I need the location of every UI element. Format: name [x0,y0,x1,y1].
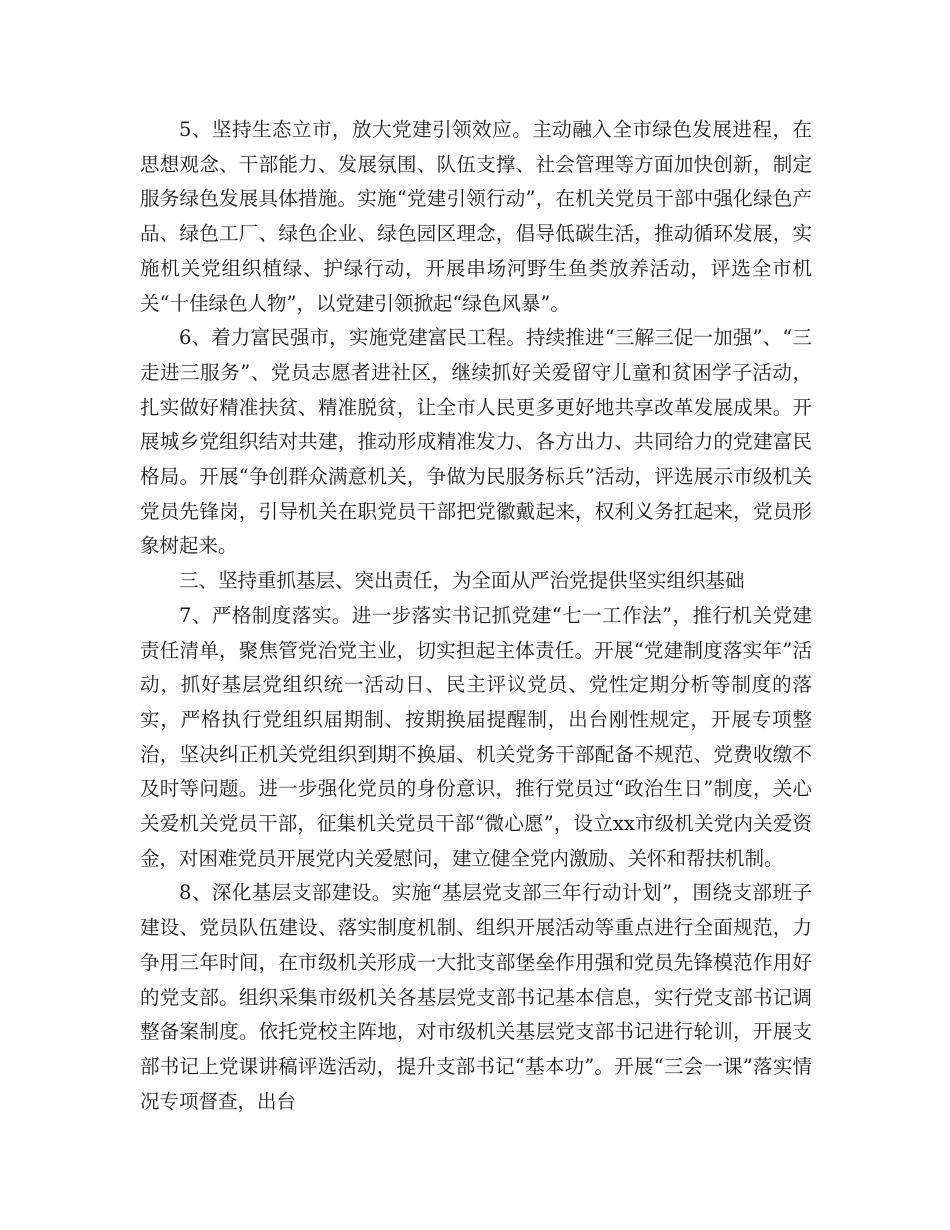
section-heading-3: 三、坚持重抓基层、突出责任，为全面从严治党提供坚实组织基础 [179,569,745,593]
paragraph-item-8-branch: 8、深化基层支部建设。实施“基层党支部三年行动计划”，围绕支部班子建设、党员队伍建设、落实制度机制、组织开展活动等重点进行全面规范，力争用三年时间，在市级机关形成一大批支部堡垒作用强和党员先锋模范作用好的党支部。组织采集市级机关各基层党支部书记基本信息，实行党支部书记调整备案制度。依托党校主阵地，对市级机关基层党支部书记进行轮训，开展支部书记上党课讲稿评选活动，提升支部书记“基本功”。开展“三会一课”落实情况专项督查，出台 [140,881,812,1113]
document-body [140,113,812,1119]
paragraph-item-5-ecology: 5、坚持生态立市，放大党建引领效应。主动融入全市绿色发展进程，在思想观念、干部能力、发展氛围、队伍支撑、社会管理等方面加快创新，制定服务绿色发展具体措施。实施“党建引领行动”，在机关党员干部中强化绿色产品、绿色工厂、绿色企业、绿色园区理念，倡导低碳生活，推动循环发展，实施机关党组织植绿、护绿行动，开展串场河野生鱼类放养活动，评选全市机关“十佳绿色人物”，以党建引领掀起“绿色风暴”。 [140,118,812,315]
paragraph-item-6-prosperity: 6、着力富民强市，实施党建富民工程。持续推进“三解三促一加强”、“三走进三服务”、党员志愿者进社区，继续抓好关爱留守儿童和贫困学子活动，扎实做好精准扶贫、精准脱贫，让全市人民更多更好地共享改革发展成果。开展城乡党组织结对共建，推动形成精准发力、各方出力、共同给力的党建富民格局。开展“争创群众满意机关，争做为民服务标兵”活动，评选展示市级机关党员先锋岗，引导机关在职党员干部把党徽戴起来，权利义务扛起来，党员形象树起来。 [140,326,812,558]
paragraph-item-7-system: 7、严格制度落实。进一步落实书记抓党建“七一工作法”，推行机关党建责任清单，聚焦管党治党主业，切实担起主体责任。开展“党建制度落实年”活动，抓好基层党组织统一活动日、民主评议党员、党性定期分析等制度的落实，严格执行党组织届期制、按期换届提醒制，出台刚性规定，开展专项整治，坚决纠正机关党组织到期不换届、机关党务干部配备不规范、党费收缴不及时等问题。进一步强化党员的身份意识，推行党员过“政治生日”制度，关心关爱机关党员干部，征集机关党员干部“微心愿”，设立xx市级机关党内关爱资金，对困难党员开展党内关爱慰问，建立健全党内激励、关怀和帮扶机制。 [140,603,812,870]
